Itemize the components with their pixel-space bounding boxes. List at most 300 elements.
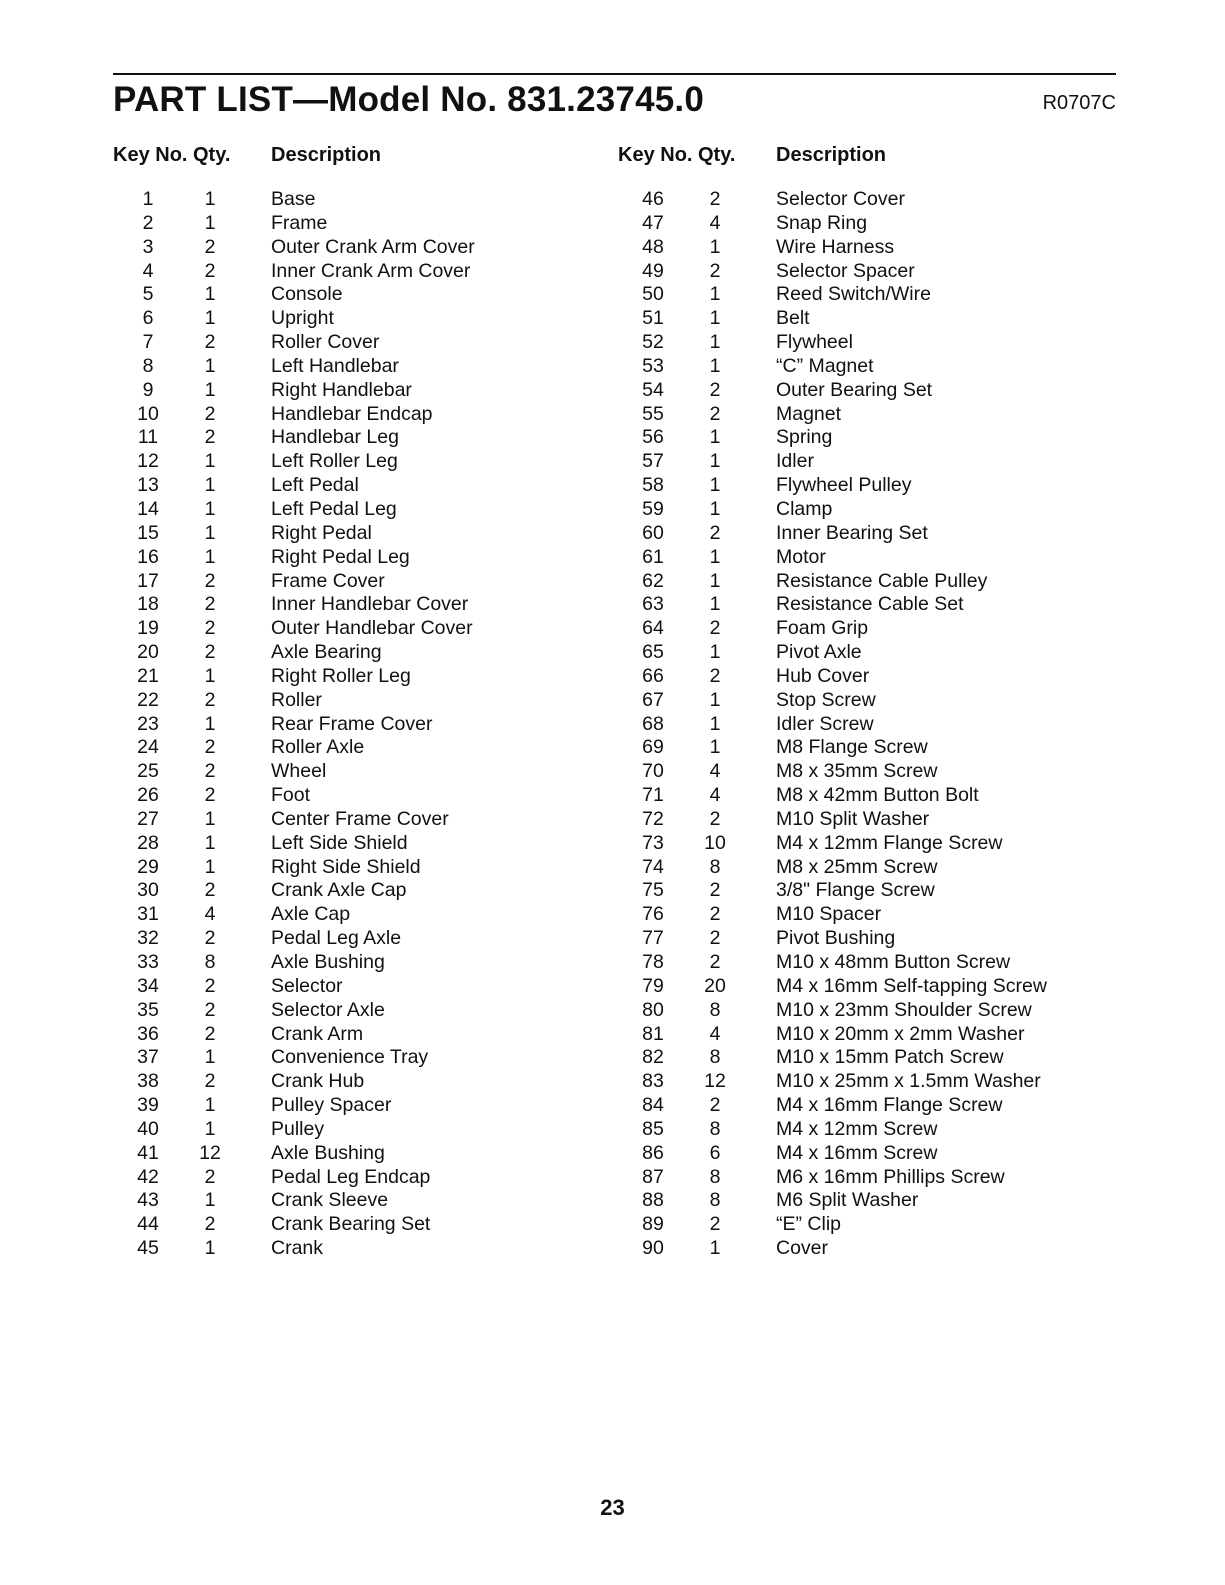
part-description: Left Roller Leg bbox=[271, 450, 398, 473]
document-code: R0707C bbox=[1042, 92, 1116, 114]
part-description: Clamp bbox=[776, 497, 833, 520]
part-description: Selector Axle bbox=[271, 998, 385, 1021]
part-row bbox=[618, 879, 1098, 903]
part-key-number: 83 bbox=[642, 1070, 664, 1093]
part-row bbox=[618, 355, 1098, 379]
part-key-number: 71 bbox=[642, 784, 664, 807]
part-description: Inner Handlebar Cover bbox=[271, 593, 469, 616]
part-row bbox=[113, 474, 593, 498]
part-row bbox=[618, 546, 1098, 570]
part-key-number: 11 bbox=[137, 426, 159, 449]
part-description: Magnet bbox=[776, 402, 842, 425]
part-quantity: 2 bbox=[709, 402, 721, 425]
part-key-number: 41 bbox=[137, 1141, 159, 1164]
part-quantity: 1 bbox=[709, 569, 721, 592]
part-row bbox=[618, 951, 1098, 975]
part-quantity: 2 bbox=[709, 879, 721, 902]
part-row bbox=[113, 593, 593, 617]
part-key-number: 5 bbox=[142, 283, 154, 306]
part-quantity: 2 bbox=[204, 1165, 216, 1188]
part-description: Center Frame Cover bbox=[271, 807, 449, 830]
part-key-number: 35 bbox=[137, 998, 159, 1021]
part-description: Axle Bushing bbox=[271, 951, 385, 973]
part-row bbox=[113, 736, 593, 760]
part-row bbox=[113, 856, 593, 880]
key-no-header: Key No. bbox=[113, 144, 188, 166]
part-row bbox=[113, 1094, 593, 1118]
part-description: Pulley Spacer bbox=[271, 1094, 392, 1117]
part-row bbox=[618, 927, 1098, 951]
part-description: Outer Crank Arm Cover bbox=[271, 235, 475, 258]
part-quantity: 1 bbox=[709, 688, 721, 711]
part-quantity: 2 bbox=[709, 617, 721, 640]
part-row bbox=[618, 212, 1098, 236]
part-row bbox=[113, 1166, 593, 1190]
part-description: Crank Hub bbox=[271, 1070, 365, 1093]
part-key-number: 84 bbox=[642, 1094, 664, 1117]
part-description: M10 x 15mm Patch Screw bbox=[776, 1046, 1004, 1069]
part-description: 3/8" Flange Screw bbox=[776, 879, 935, 902]
part-row bbox=[113, 713, 593, 737]
part-quantity: 2 bbox=[204, 569, 216, 592]
part-quantity: 1 bbox=[709, 593, 721, 616]
part-row bbox=[113, 975, 593, 999]
part-key-number: 56 bbox=[642, 426, 664, 449]
part-row bbox=[618, 1213, 1098, 1237]
part-description: Selector Spacer bbox=[776, 259, 915, 282]
part-key-number: 51 bbox=[642, 307, 664, 330]
part-row bbox=[113, 1189, 593, 1213]
part-key-number: 48 bbox=[642, 235, 664, 258]
part-row bbox=[113, 379, 593, 403]
part-quantity: 1 bbox=[709, 331, 721, 354]
part-quantity: 1 bbox=[709, 354, 721, 377]
part-quantity: 12 bbox=[199, 1141, 221, 1164]
part-key-number: 64 bbox=[642, 617, 664, 640]
part-description: Pedal Leg Endcap bbox=[271, 1165, 431, 1188]
part-key-number: 6 bbox=[142, 307, 154, 330]
part-key-number: 88 bbox=[642, 1189, 664, 1212]
part-key-number: 49 bbox=[642, 259, 664, 282]
part-key-number: 45 bbox=[137, 1237, 159, 1260]
part-row bbox=[618, 403, 1098, 427]
part-description: Frame bbox=[271, 211, 328, 234]
part-key-number: 10 bbox=[137, 402, 159, 425]
part-description: M10 x 23mm Shoulder Screw bbox=[776, 998, 1032, 1021]
part-key-number: 90 bbox=[642, 1237, 664, 1260]
part-row bbox=[618, 188, 1098, 212]
part-row bbox=[113, 283, 593, 307]
part-quantity: 2 bbox=[709, 1094, 721, 1117]
part-row bbox=[618, 975, 1098, 999]
part-row bbox=[113, 689, 593, 713]
part-quantity: 4 bbox=[709, 784, 721, 807]
part-description: Idler Screw bbox=[776, 712, 874, 735]
part-quantity: 8 bbox=[709, 1117, 721, 1140]
part-description: Right Pedal bbox=[271, 521, 372, 544]
part-description: Motor bbox=[776, 545, 826, 568]
part-quantity: 1 bbox=[709, 712, 721, 735]
column-header bbox=[618, 142, 1098, 174]
part-key-number: 19 bbox=[137, 617, 159, 640]
part-key-number: 16 bbox=[137, 545, 159, 568]
part-quantity: 2 bbox=[204, 1070, 216, 1093]
part-row bbox=[618, 689, 1098, 713]
part-quantity: 1 bbox=[709, 497, 721, 520]
part-description: Crank Arm bbox=[271, 1022, 364, 1045]
part-row bbox=[618, 641, 1098, 665]
part-key-number: 24 bbox=[137, 736, 159, 759]
part-key-number: 42 bbox=[137, 1165, 159, 1188]
part-quantity: 2 bbox=[204, 617, 216, 640]
part-key-number: 79 bbox=[642, 974, 664, 997]
part-key-number: 30 bbox=[137, 879, 159, 902]
part-quantity: 1 bbox=[204, 211, 216, 234]
part-description: Right Handlebar bbox=[271, 378, 412, 401]
part-description: Crank bbox=[271, 1237, 324, 1260]
part-row bbox=[618, 1023, 1098, 1047]
part-key-number: 46 bbox=[642, 188, 664, 210]
part-description: Wire Harness bbox=[776, 235, 895, 258]
part-quantity: 1 bbox=[709, 426, 721, 449]
page-title: PART LIST—Model No. 831.23745.0 bbox=[113, 80, 704, 119]
part-quantity: 1 bbox=[204, 378, 216, 401]
part-key-number: 43 bbox=[137, 1189, 159, 1212]
part-key-number: 8 bbox=[142, 354, 154, 377]
part-quantity: 2 bbox=[204, 1022, 216, 1045]
part-row bbox=[618, 617, 1098, 641]
part-key-number: 1 bbox=[142, 188, 154, 210]
part-row bbox=[618, 379, 1098, 403]
description-header: Description bbox=[776, 144, 887, 166]
part-row bbox=[113, 1142, 593, 1166]
part-key-number: 9 bbox=[142, 378, 154, 401]
part-row bbox=[113, 1023, 593, 1047]
part-quantity: 10 bbox=[704, 831, 726, 854]
part-description: M8 x 25mm Screw bbox=[776, 855, 938, 878]
part-quantity: 2 bbox=[204, 235, 216, 258]
part-quantity: 2 bbox=[204, 402, 216, 425]
part-key-number: 89 bbox=[642, 1213, 664, 1236]
part-row bbox=[618, 1189, 1098, 1213]
part-key-number: 17 bbox=[137, 569, 159, 592]
part-description: Left Pedal Leg bbox=[271, 497, 397, 520]
part-row bbox=[618, 593, 1098, 617]
part-quantity: 2 bbox=[204, 1213, 216, 1236]
part-description: M4 x 16mm Self-tapping Screw bbox=[776, 974, 1047, 997]
part-description: M8 x 42mm Button Bolt bbox=[776, 784, 979, 807]
part-row bbox=[618, 331, 1098, 355]
part-row bbox=[113, 331, 593, 355]
part-quantity: 20 bbox=[704, 974, 726, 997]
part-row bbox=[113, 450, 593, 474]
part-key-number: 4 bbox=[142, 259, 154, 282]
part-key-number: 52 bbox=[642, 331, 664, 354]
part-quantity: 2 bbox=[709, 807, 721, 830]
part-row bbox=[113, 903, 593, 927]
part-description: Pivot Bushing bbox=[776, 927, 896, 950]
part-row bbox=[618, 760, 1098, 784]
part-row bbox=[113, 570, 593, 594]
part-row bbox=[618, 1118, 1098, 1142]
part-row bbox=[618, 808, 1098, 832]
part-row bbox=[618, 307, 1098, 331]
part-description: Convenience Tray bbox=[271, 1046, 429, 1069]
part-key-number: 40 bbox=[137, 1117, 159, 1140]
part-key-number: 80 bbox=[642, 998, 664, 1021]
part-quantity: 1 bbox=[709, 283, 721, 306]
part-description: Pedal Leg Axle bbox=[271, 927, 402, 950]
part-quantity: 1 bbox=[204, 664, 216, 687]
part-quantity: 1 bbox=[204, 188, 216, 210]
part-key-number: 18 bbox=[137, 593, 159, 616]
part-quantity: 2 bbox=[204, 974, 216, 997]
part-row bbox=[618, 856, 1098, 880]
part-key-number: 12 bbox=[137, 450, 159, 473]
part-row bbox=[618, 665, 1098, 689]
part-description: Axle Bushing bbox=[271, 1141, 385, 1164]
part-description: Foam Grip bbox=[776, 617, 869, 640]
part-quantity: 1 bbox=[204, 1237, 216, 1260]
part-key-number: 21 bbox=[137, 664, 159, 687]
part-key-number: 33 bbox=[137, 951, 159, 973]
part-key-number: 82 bbox=[642, 1046, 664, 1069]
part-key-number: 70 bbox=[642, 760, 664, 783]
part-description: “E” Clip bbox=[776, 1213, 842, 1236]
page-number: 23 bbox=[600, 1495, 625, 1520]
part-row bbox=[113, 808, 593, 832]
part-quantity: 2 bbox=[204, 760, 216, 783]
page-header bbox=[113, 73, 1116, 125]
part-description: M10 Spacer bbox=[776, 903, 882, 926]
part-quantity: 2 bbox=[204, 879, 216, 902]
parts-column-left bbox=[113, 142, 593, 1261]
part-quantity: 2 bbox=[204, 426, 216, 449]
part-key-number: 29 bbox=[137, 855, 159, 878]
part-description: Axle Bearing bbox=[271, 641, 382, 664]
parts-column-right bbox=[618, 142, 1098, 1261]
part-row bbox=[618, 784, 1098, 808]
part-key-number: 54 bbox=[642, 378, 664, 401]
part-description: “C” Magnet bbox=[776, 354, 874, 377]
part-key-number: 47 bbox=[642, 211, 664, 234]
part-row bbox=[618, 260, 1098, 284]
part-row bbox=[618, 283, 1098, 307]
part-description: M4 x 16mm Screw bbox=[776, 1141, 938, 1164]
part-quantity: 2 bbox=[709, 188, 721, 210]
part-key-number: 69 bbox=[642, 736, 664, 759]
part-description: Upright bbox=[271, 307, 334, 330]
part-key-number: 59 bbox=[642, 497, 664, 520]
part-description: Resistance Cable Pulley bbox=[776, 569, 988, 592]
part-description: Foot bbox=[271, 784, 311, 807]
part-description: M4 x 16mm Flange Screw bbox=[776, 1094, 1003, 1117]
part-quantity: 1 bbox=[204, 855, 216, 878]
part-row bbox=[618, 236, 1098, 260]
part-quantity: 1 bbox=[709, 474, 721, 497]
part-quantity: 1 bbox=[709, 641, 721, 664]
part-quantity: 2 bbox=[204, 784, 216, 807]
part-row bbox=[113, 641, 593, 665]
column-header bbox=[113, 142, 593, 174]
part-key-number: 55 bbox=[642, 402, 664, 425]
part-row bbox=[113, 403, 593, 427]
part-quantity: 2 bbox=[204, 641, 216, 664]
part-description: Idler bbox=[776, 450, 814, 473]
part-key-number: 32 bbox=[137, 927, 159, 950]
part-key-number: 86 bbox=[642, 1141, 664, 1164]
part-description: Roller Axle bbox=[271, 736, 365, 759]
part-quantity: 1 bbox=[709, 235, 721, 258]
part-description: M8 x 35mm Screw bbox=[776, 760, 938, 783]
part-key-number: 73 bbox=[642, 831, 664, 854]
part-row bbox=[618, 1142, 1098, 1166]
part-key-number: 61 bbox=[642, 545, 664, 568]
part-quantity: 2 bbox=[709, 664, 721, 687]
part-description: M4 x 12mm Flange Screw bbox=[776, 831, 1003, 854]
part-quantity: 8 bbox=[709, 855, 721, 878]
part-key-number: 28 bbox=[137, 831, 159, 854]
part-row bbox=[113, 879, 593, 903]
part-row bbox=[618, 498, 1098, 522]
part-quantity: 1 bbox=[709, 450, 721, 473]
part-key-number: 14 bbox=[137, 497, 159, 520]
part-key-number: 20 bbox=[137, 641, 159, 664]
part-description: Flywheel bbox=[776, 331, 853, 354]
part-row bbox=[618, 1094, 1098, 1118]
part-quantity: 2 bbox=[204, 331, 216, 354]
part-quantity: 8 bbox=[709, 1189, 721, 1212]
part-description: Pivot Axle bbox=[776, 641, 862, 664]
part-key-number: 25 bbox=[137, 760, 159, 783]
part-description: Left Side Shield bbox=[271, 831, 408, 854]
part-quantity: 1 bbox=[204, 474, 216, 497]
part-description: Outer Handlebar Cover bbox=[271, 617, 473, 640]
part-quantity: 4 bbox=[709, 760, 721, 783]
part-description: Frame Cover bbox=[271, 569, 385, 592]
part-quantity: 1 bbox=[204, 1189, 216, 1212]
part-quantity: 8 bbox=[709, 1165, 721, 1188]
part-description: Hub Cover bbox=[776, 664, 870, 687]
part-row bbox=[113, 999, 593, 1023]
part-key-number: 75 bbox=[642, 879, 664, 902]
part-description: Selector bbox=[271, 974, 343, 997]
part-key-number: 85 bbox=[642, 1117, 664, 1140]
part-quantity: 1 bbox=[204, 354, 216, 377]
part-key-number: 81 bbox=[642, 1022, 664, 1045]
part-description: Selector Cover bbox=[776, 188, 905, 210]
part-description: Inner Bearing Set bbox=[776, 521, 928, 544]
part-key-number: 65 bbox=[642, 641, 664, 664]
part-description: Base bbox=[271, 188, 316, 210]
part-key-number: 77 bbox=[642, 927, 664, 950]
part-key-number: 15 bbox=[137, 521, 159, 544]
part-key-number: 87 bbox=[642, 1165, 664, 1188]
part-description: Wheel bbox=[271, 760, 327, 783]
part-quantity: 1 bbox=[709, 545, 721, 568]
part-description: M8 Flange Screw bbox=[776, 736, 928, 759]
part-row bbox=[618, 450, 1098, 474]
part-quantity: 1 bbox=[204, 545, 216, 568]
part-description: Flywheel Pulley bbox=[776, 474, 912, 497]
part-description: Cover bbox=[776, 1237, 829, 1260]
part-description: Resistance Cable Set bbox=[776, 593, 964, 616]
part-key-number: 2 bbox=[142, 211, 154, 234]
part-row bbox=[113, 498, 593, 522]
part-row bbox=[113, 426, 593, 450]
part-row bbox=[113, 546, 593, 570]
part-quantity: 6 bbox=[709, 1141, 721, 1164]
part-key-number: 34 bbox=[137, 974, 159, 997]
part-row bbox=[618, 736, 1098, 760]
part-row bbox=[113, 307, 593, 331]
part-quantity: 8 bbox=[709, 1046, 721, 1069]
part-key-number: 60 bbox=[642, 521, 664, 544]
part-quantity: 4 bbox=[204, 903, 216, 926]
part-quantity: 1 bbox=[204, 1117, 216, 1140]
part-quantity: 2 bbox=[204, 593, 216, 616]
part-key-number: 13 bbox=[137, 474, 159, 497]
part-description: M6 Split Washer bbox=[776, 1189, 919, 1212]
part-quantity: 1 bbox=[204, 497, 216, 520]
part-quantity: 8 bbox=[709, 998, 721, 1021]
part-row bbox=[618, 570, 1098, 594]
part-key-number: 22 bbox=[137, 688, 159, 711]
part-key-number: 58 bbox=[642, 474, 664, 497]
part-description: Console bbox=[271, 283, 343, 306]
part-row bbox=[113, 927, 593, 951]
part-quantity: 2 bbox=[204, 927, 216, 950]
part-row bbox=[113, 1046, 593, 1070]
part-quantity: 1 bbox=[709, 307, 721, 330]
part-description: Inner Crank Arm Cover bbox=[271, 259, 471, 282]
part-quantity: 2 bbox=[204, 259, 216, 282]
part-description: Pulley bbox=[271, 1117, 325, 1140]
part-description: Right Side Shield bbox=[271, 855, 421, 878]
part-row bbox=[618, 713, 1098, 737]
part-description: Right Roller Leg bbox=[271, 664, 411, 687]
part-quantity: 4 bbox=[709, 211, 721, 234]
part-quantity: 1 bbox=[709, 1237, 721, 1260]
part-quantity: 2 bbox=[204, 998, 216, 1021]
part-quantity: 2 bbox=[709, 951, 721, 973]
part-quantity: 4 bbox=[709, 1022, 721, 1045]
part-description: Stop Screw bbox=[776, 688, 876, 711]
part-row bbox=[618, 903, 1098, 927]
part-row bbox=[618, 832, 1098, 856]
part-key-number: 39 bbox=[137, 1094, 159, 1117]
part-quantity: 2 bbox=[709, 259, 721, 282]
part-quantity: 1 bbox=[204, 283, 216, 306]
part-description: Left Pedal bbox=[271, 474, 359, 497]
part-quantity: 1 bbox=[204, 712, 216, 735]
part-key-number: 63 bbox=[642, 593, 664, 616]
part-key-number: 7 bbox=[142, 331, 154, 354]
part-description: Spring bbox=[776, 426, 833, 449]
description-header: Description bbox=[271, 144, 382, 166]
part-row bbox=[113, 522, 593, 546]
part-quantity: 1 bbox=[204, 450, 216, 473]
part-key-number: 78 bbox=[642, 951, 664, 973]
part-description: Right Pedal Leg bbox=[271, 545, 410, 568]
part-key-number: 76 bbox=[642, 903, 664, 926]
part-row bbox=[618, 1237, 1098, 1261]
part-row bbox=[113, 1237, 593, 1261]
part-key-number: 36 bbox=[137, 1022, 159, 1045]
part-description: Belt bbox=[776, 307, 810, 330]
part-key-number: 3 bbox=[142, 235, 154, 258]
part-description: Left Handlebar bbox=[271, 354, 399, 377]
